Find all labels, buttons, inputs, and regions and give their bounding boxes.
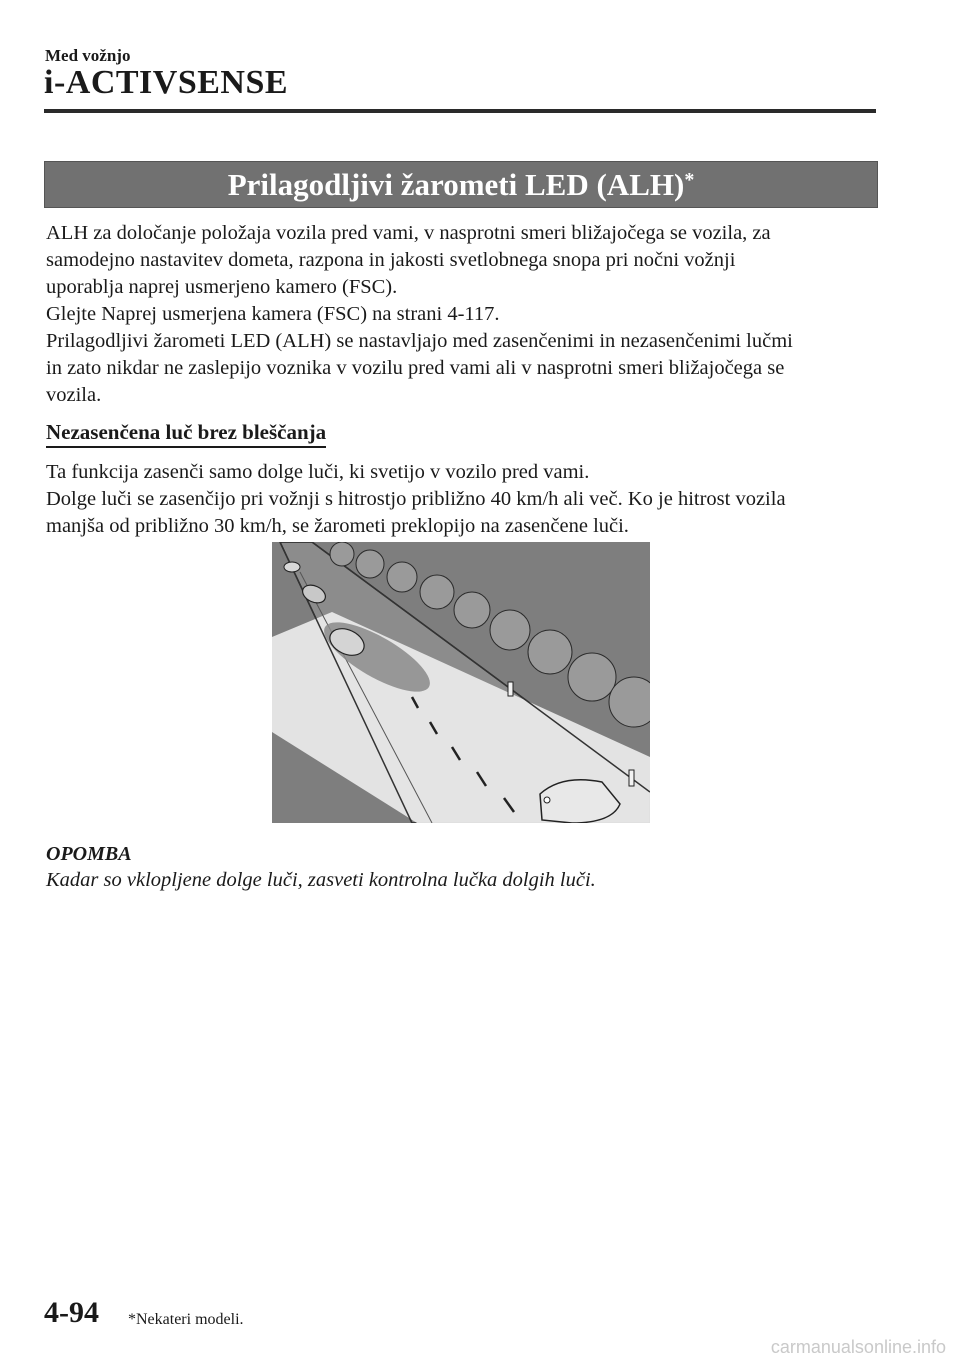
- intro-line: vozila.: [46, 384, 102, 406]
- intro-line: ALH za določanje položaja vozila pred vami, v nasprotni smeri bližajočega se vozila, za: [46, 222, 771, 244]
- note-text: Kadar so vklopljene dolge luči, zasveti kontrolna lučka dolgih luči.: [46, 869, 596, 891]
- note-title: OPOMBA: [46, 843, 132, 865]
- page-number: 4-94: [44, 1296, 99, 1329]
- illustration-svg: [272, 542, 650, 823]
- intro-line: uporablja naprej usmerjeno kamero (FSC).: [46, 276, 398, 298]
- intro-line: Prilagodljivi žarometi LED (ALH) se nastavljajo med zasenčenimi in nezasenčenimi lučmi: [46, 330, 793, 352]
- intro-paragraph: [46, 220, 876, 409]
- chapter-label: Med vožnjo: [45, 46, 131, 65]
- banner-asterisk: *: [684, 169, 695, 191]
- footnote: *Nekateri modeli.: [128, 1311, 244, 1328]
- subsection-paragraph: [46, 459, 876, 540]
- watermark: carmanualsonline.info: [770, 1337, 946, 1357]
- topic-banner: [44, 161, 878, 208]
- night-road-illustration: [272, 542, 650, 823]
- header-rule: [44, 109, 876, 113]
- section-title: i-ACTIVSENSE: [44, 64, 289, 101]
- intro-line: samodejno nastavitev dometa, razpona in jakosti svetlobnega snopa pri nočni vožnji: [46, 249, 736, 271]
- banner-title: Prilagodljivi žarometi LED (ALH): [227, 166, 685, 202]
- intro-line: Glejte Naprej usmerjena kamera (FSC) na strani 4-117.: [46, 303, 500, 325]
- subsection-title: Nezasenčena luč brez bleščanja: [46, 420, 326, 448]
- intro-line: in zato nikdar ne zaslepijo voznika v vozilu pred vami ali v nasprotni smeri bližajočega se: [46, 357, 785, 379]
- subsection-line: Ta funkcija zasenči samo dolge luči, ki svetijo v vozilo pred vami.: [46, 461, 590, 483]
- subsection-line: Dolge luči se zasenčijo pri vožnji s hitrostjo približno 40 km/h ali več. Ko je hitrost vozila: [46, 488, 786, 510]
- subsection-line: manjša od približno 30 km/h, se žarometi preklopijo na zasenčene luči.: [46, 515, 629, 537]
